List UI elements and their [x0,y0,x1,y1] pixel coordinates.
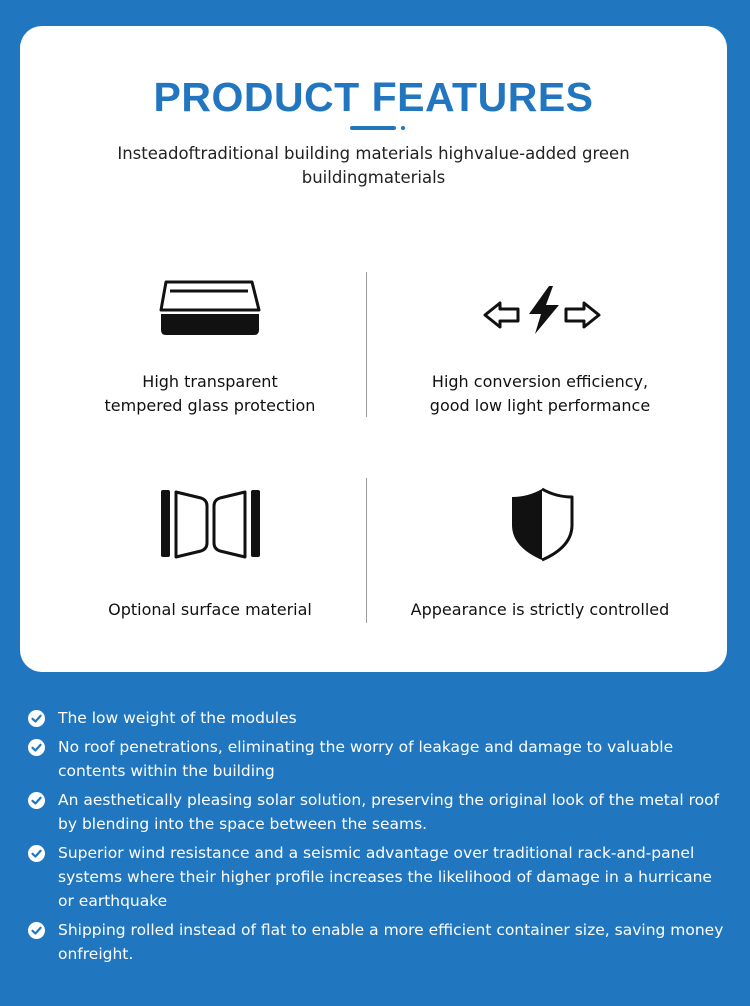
divider-bottom [366,478,367,623]
feature-label-surface-line1: Optional surface material [108,600,312,619]
features-card [20,26,727,672]
bullet-text: An aesthetically pleasing solar solution, preserving the original look of the metal roof by blending into the space between the seams. [58,791,720,833]
divider-top [366,272,367,417]
bullet-text: No roof penetrations, eliminating the worry of leakage and damage to valuable contents within the building [58,738,674,780]
bullet-text: Superior wind resistance and a seismic advantage over traditional rack-and-panel systems where their higher profile increases the likelihood of damage in a hurricane or earthquake [58,844,712,910]
feature-label-efficiency [380,370,700,418]
check-circle-icon [28,922,45,939]
page-title: PRODUCT FEATURES [153,74,594,120]
title-underline [350,126,396,130]
feature-label-glass-line2: tempered glass protection [104,396,316,415]
list-item [28,788,728,836]
feature-label-appearance [380,598,700,622]
tempered-glass-icon [158,280,262,338]
feature-label-efficiency-line1: High conversion efficiency, [431,372,649,391]
surface-panels-icon [159,488,263,560]
benefits-list [28,706,728,971]
shield-icon [510,487,574,562]
check-circle-icon [28,845,45,862]
feature-label-appearance-line1: Appearance is strictly controlled [410,600,670,619]
feature-label-glass-line1: High transparent [142,372,278,391]
page-subtitle: Insteadoftraditional building materials highvalue-added green buildingmaterials [117,144,630,187]
list-item [28,706,728,730]
title-underline-dot [401,126,405,130]
feature-label-surface [60,598,360,622]
feature-label-glass [60,370,360,418]
list-item [28,841,728,913]
bullet-text: Shipping rolled instead of flat to enable a more efficient container size, saving money onfreight. [58,921,724,963]
bullet-text: The low weight of the modules [58,709,297,727]
check-circle-icon [28,739,45,756]
check-circle-icon [28,792,45,809]
feature-label-efficiency-line2: good low light performance [429,396,651,415]
list-item [28,918,728,966]
check-circle-icon [28,710,45,727]
conversion-bolt-icon [482,284,602,336]
list-item [28,735,728,783]
